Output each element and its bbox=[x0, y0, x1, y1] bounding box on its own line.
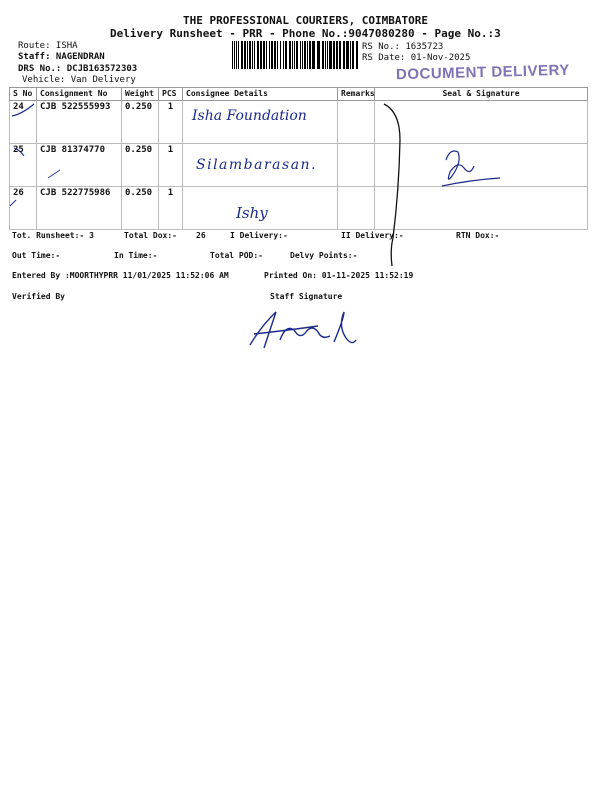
col-consignee-header: Consignee Details bbox=[183, 88, 338, 101]
row-consignment: CJB 522775986 bbox=[37, 187, 122, 230]
consignee-handwriting: Ishy bbox=[236, 204, 268, 222]
consignee-handwriting: Isha Foundation bbox=[192, 108, 307, 124]
out-time: Out Time:- bbox=[12, 251, 61, 260]
entered-by: Entered By :MOORTHYPRR 11/01/2025 11:52:06 AM bbox=[12, 271, 229, 280]
delvy-points: Delvy Points:- bbox=[290, 251, 358, 260]
total-dox-label: Total Dox:- bbox=[124, 231, 177, 240]
total-pod: Total POD:- bbox=[210, 251, 263, 260]
printed-on: Printed On: 01-11-2025 11:52:19 bbox=[264, 271, 414, 280]
tick-mark-row-24 bbox=[12, 104, 34, 116]
col-sno-header: S No bbox=[10, 88, 37, 101]
row-pcs: 1 bbox=[159, 144, 183, 187]
consignee-handwriting: Silambarasan. bbox=[196, 157, 318, 173]
total-dox-value: 26 bbox=[196, 231, 206, 240]
row-weight: 0.250 bbox=[122, 144, 159, 187]
row-consignment: CJB 81374770 bbox=[37, 144, 122, 187]
bracket-line bbox=[384, 104, 400, 266]
row-sno: 24 bbox=[10, 101, 37, 144]
drs-label: DRS No.: DCJB163572303 bbox=[18, 64, 138, 74]
col-seal-header: Seal & Signature bbox=[375, 88, 588, 101]
staff-label: Staff: NAGENDRAN bbox=[18, 52, 105, 62]
tick-mark-row-26 bbox=[10, 200, 16, 206]
in-time: In Time:- bbox=[114, 251, 158, 260]
tick-mark-small bbox=[48, 170, 60, 178]
runsheet-subtitle: Delivery Runsheet - PRR - Phone No.:9047080280 - Page No.:3 bbox=[110, 27, 501, 40]
rs-date: RS Date: 01-Nov-2025 bbox=[362, 53, 471, 63]
row-pcs: 1 bbox=[159, 187, 183, 230]
col-weight-header: Weight bbox=[122, 88, 159, 101]
col-remarks-header: Remarks bbox=[338, 88, 375, 101]
i-delivery: I Delivery:- bbox=[230, 231, 288, 240]
tick-mark-row-25 bbox=[14, 148, 24, 156]
company-title: THE PROFESSIONAL COURIERS, COIMBATORE bbox=[183, 14, 429, 27]
row-sno: 25 bbox=[10, 144, 37, 187]
row-consignment: CJB 522555993 bbox=[37, 101, 122, 144]
row-sno: 26 bbox=[10, 187, 37, 230]
route-label: Route: ISHA bbox=[18, 41, 78, 51]
row-weight: 0.250 bbox=[122, 187, 159, 230]
ii-delivery: II Delivery:- bbox=[341, 231, 404, 240]
vehicle-label: Vehicle: Van Delivery bbox=[22, 75, 136, 85]
seal-signature bbox=[442, 151, 500, 186]
col-consignment-header: Consignment No bbox=[37, 88, 122, 101]
col-pcs-header: PCS bbox=[159, 88, 183, 101]
row-pcs: 1 bbox=[159, 101, 183, 144]
rs-number: RS No.: 1635723 bbox=[362, 42, 444, 52]
staff-signature-mark bbox=[250, 312, 356, 348]
tot-runsheet: Tot. Runsheet:- 3 bbox=[12, 231, 94, 240]
document-delivery-stamp: DOCUMENT DELIVERY bbox=[395, 61, 570, 84]
rtn-dox: RTN Dox:- bbox=[456, 231, 500, 240]
staff-signature-label: Staff Signature bbox=[270, 292, 343, 301]
row-weight: 0.250 bbox=[122, 101, 159, 144]
verified-by: Verified By bbox=[12, 292, 65, 301]
